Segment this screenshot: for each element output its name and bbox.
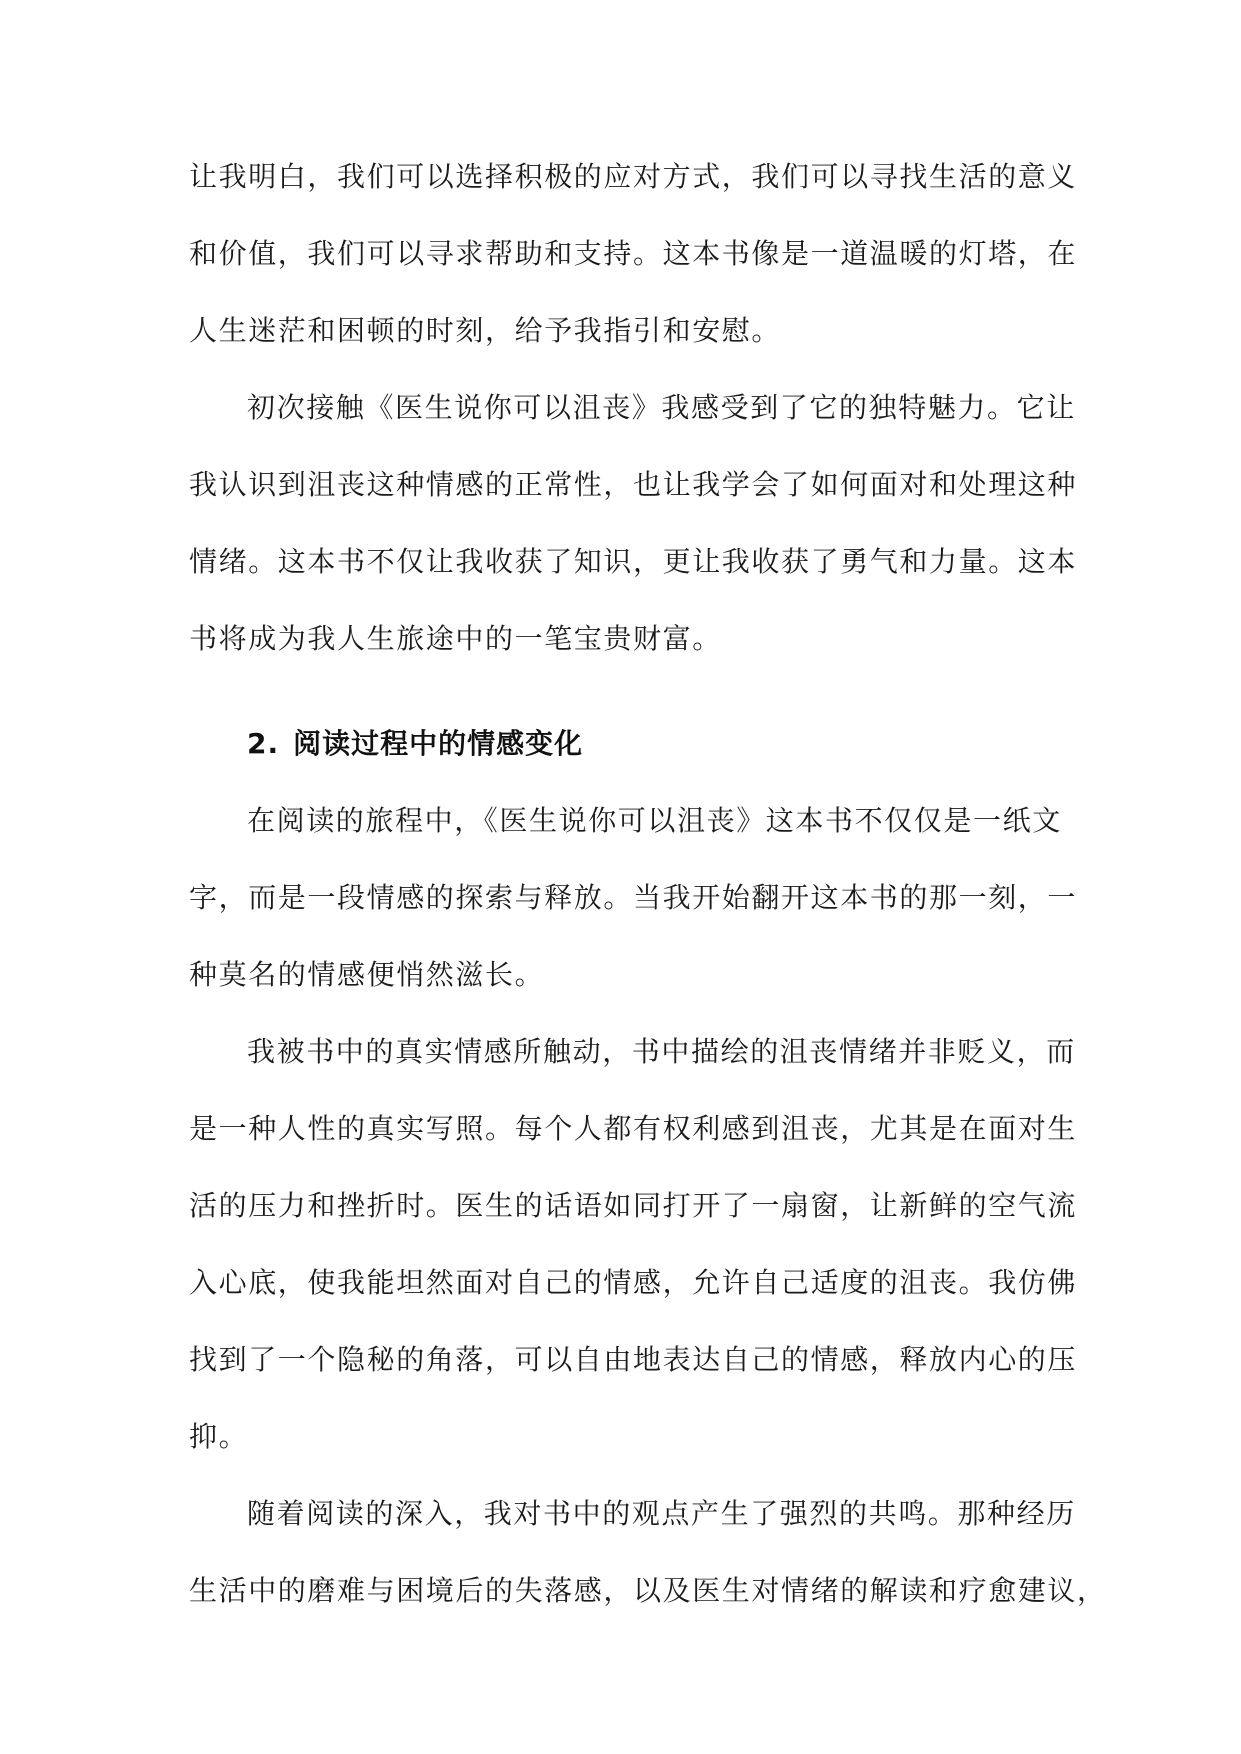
section-heading (189, 705, 1053, 782)
text-line: 让我明白，我们可以选择积极的应对方式，我们可以寻找生活的意义 (189, 160, 1078, 193)
section-number: 2. (247, 727, 280, 760)
paragraph-3 (189, 782, 1078, 1013)
text-line: 情绪。这本书不仅让我收获了知识，更让我收获了勇气和力量。这本 (189, 545, 1078, 578)
text-line: 找到了一个隐秘的角落，可以自由地表达自己的情感，释放内心的压 (189, 1343, 1078, 1376)
text-line: 字，而是一段情感的探索与释放。当我开始翻开这本书的那一刻，一 (189, 881, 1078, 914)
text-line: 是一种人性的真实写照。每个人都有权利感到沮丧，尤其是在面对生 (189, 1112, 1078, 1145)
text-line: 在阅读的旅程中，《医生说你可以沮丧》这本书不仅仅是一纸文 (247, 804, 1062, 837)
text-line: 抑。 (189, 1420, 249, 1453)
text-line: 活的压力和挫折时。医生的话语如同打开了一扇窗，让新鲜的空气流 (189, 1189, 1078, 1222)
text-line: 种莫名的情感便悄然滋长。 (189, 958, 545, 991)
section-title: 阅读过程中的情感变化 (293, 727, 584, 760)
text-line: 随着阅读的深入，我对书中的观点产生了强烈的共鸣。那种经历 (247, 1497, 1076, 1530)
paragraph-2 (189, 369, 1078, 677)
text-line: 我认识到沮丧这种情感的正常性，也让我学会了如何面对和处理这种 (189, 468, 1078, 501)
paragraph-1 (189, 138, 1078, 369)
paragraph-4 (189, 1013, 1078, 1475)
text-line: 和价值，我们可以寻求帮助和支持。这本书像是一道温暖的灯塔，在 (189, 237, 1078, 270)
text-line: 书将成为我人生旅途中的一笔宝贵财富。 (189, 622, 722, 655)
text-line: 生活中的磨难与困境后的失落感，以及医生对情绪的解读和疗愈建议， (189, 1574, 1107, 1607)
text-line: 初次接触《医生说你可以沮丧》我感受到了它的独特魅力。它让 (247, 391, 1076, 424)
text-line: 我被书中的真实情感所触动，书中描绘的沮丧情绪并非贬义，而 (247, 1035, 1076, 1068)
text-line: 入心底，使我能坦然面对自己的情感，允许自己适度的沮丧。我仿佛 (189, 1266, 1078, 1299)
text-line: 人生迷茫和困顿的时刻，给予我指引和安慰。 (189, 314, 782, 347)
paragraph-5 (189, 1475, 1107, 1629)
document-body (189, 138, 1107, 1629)
